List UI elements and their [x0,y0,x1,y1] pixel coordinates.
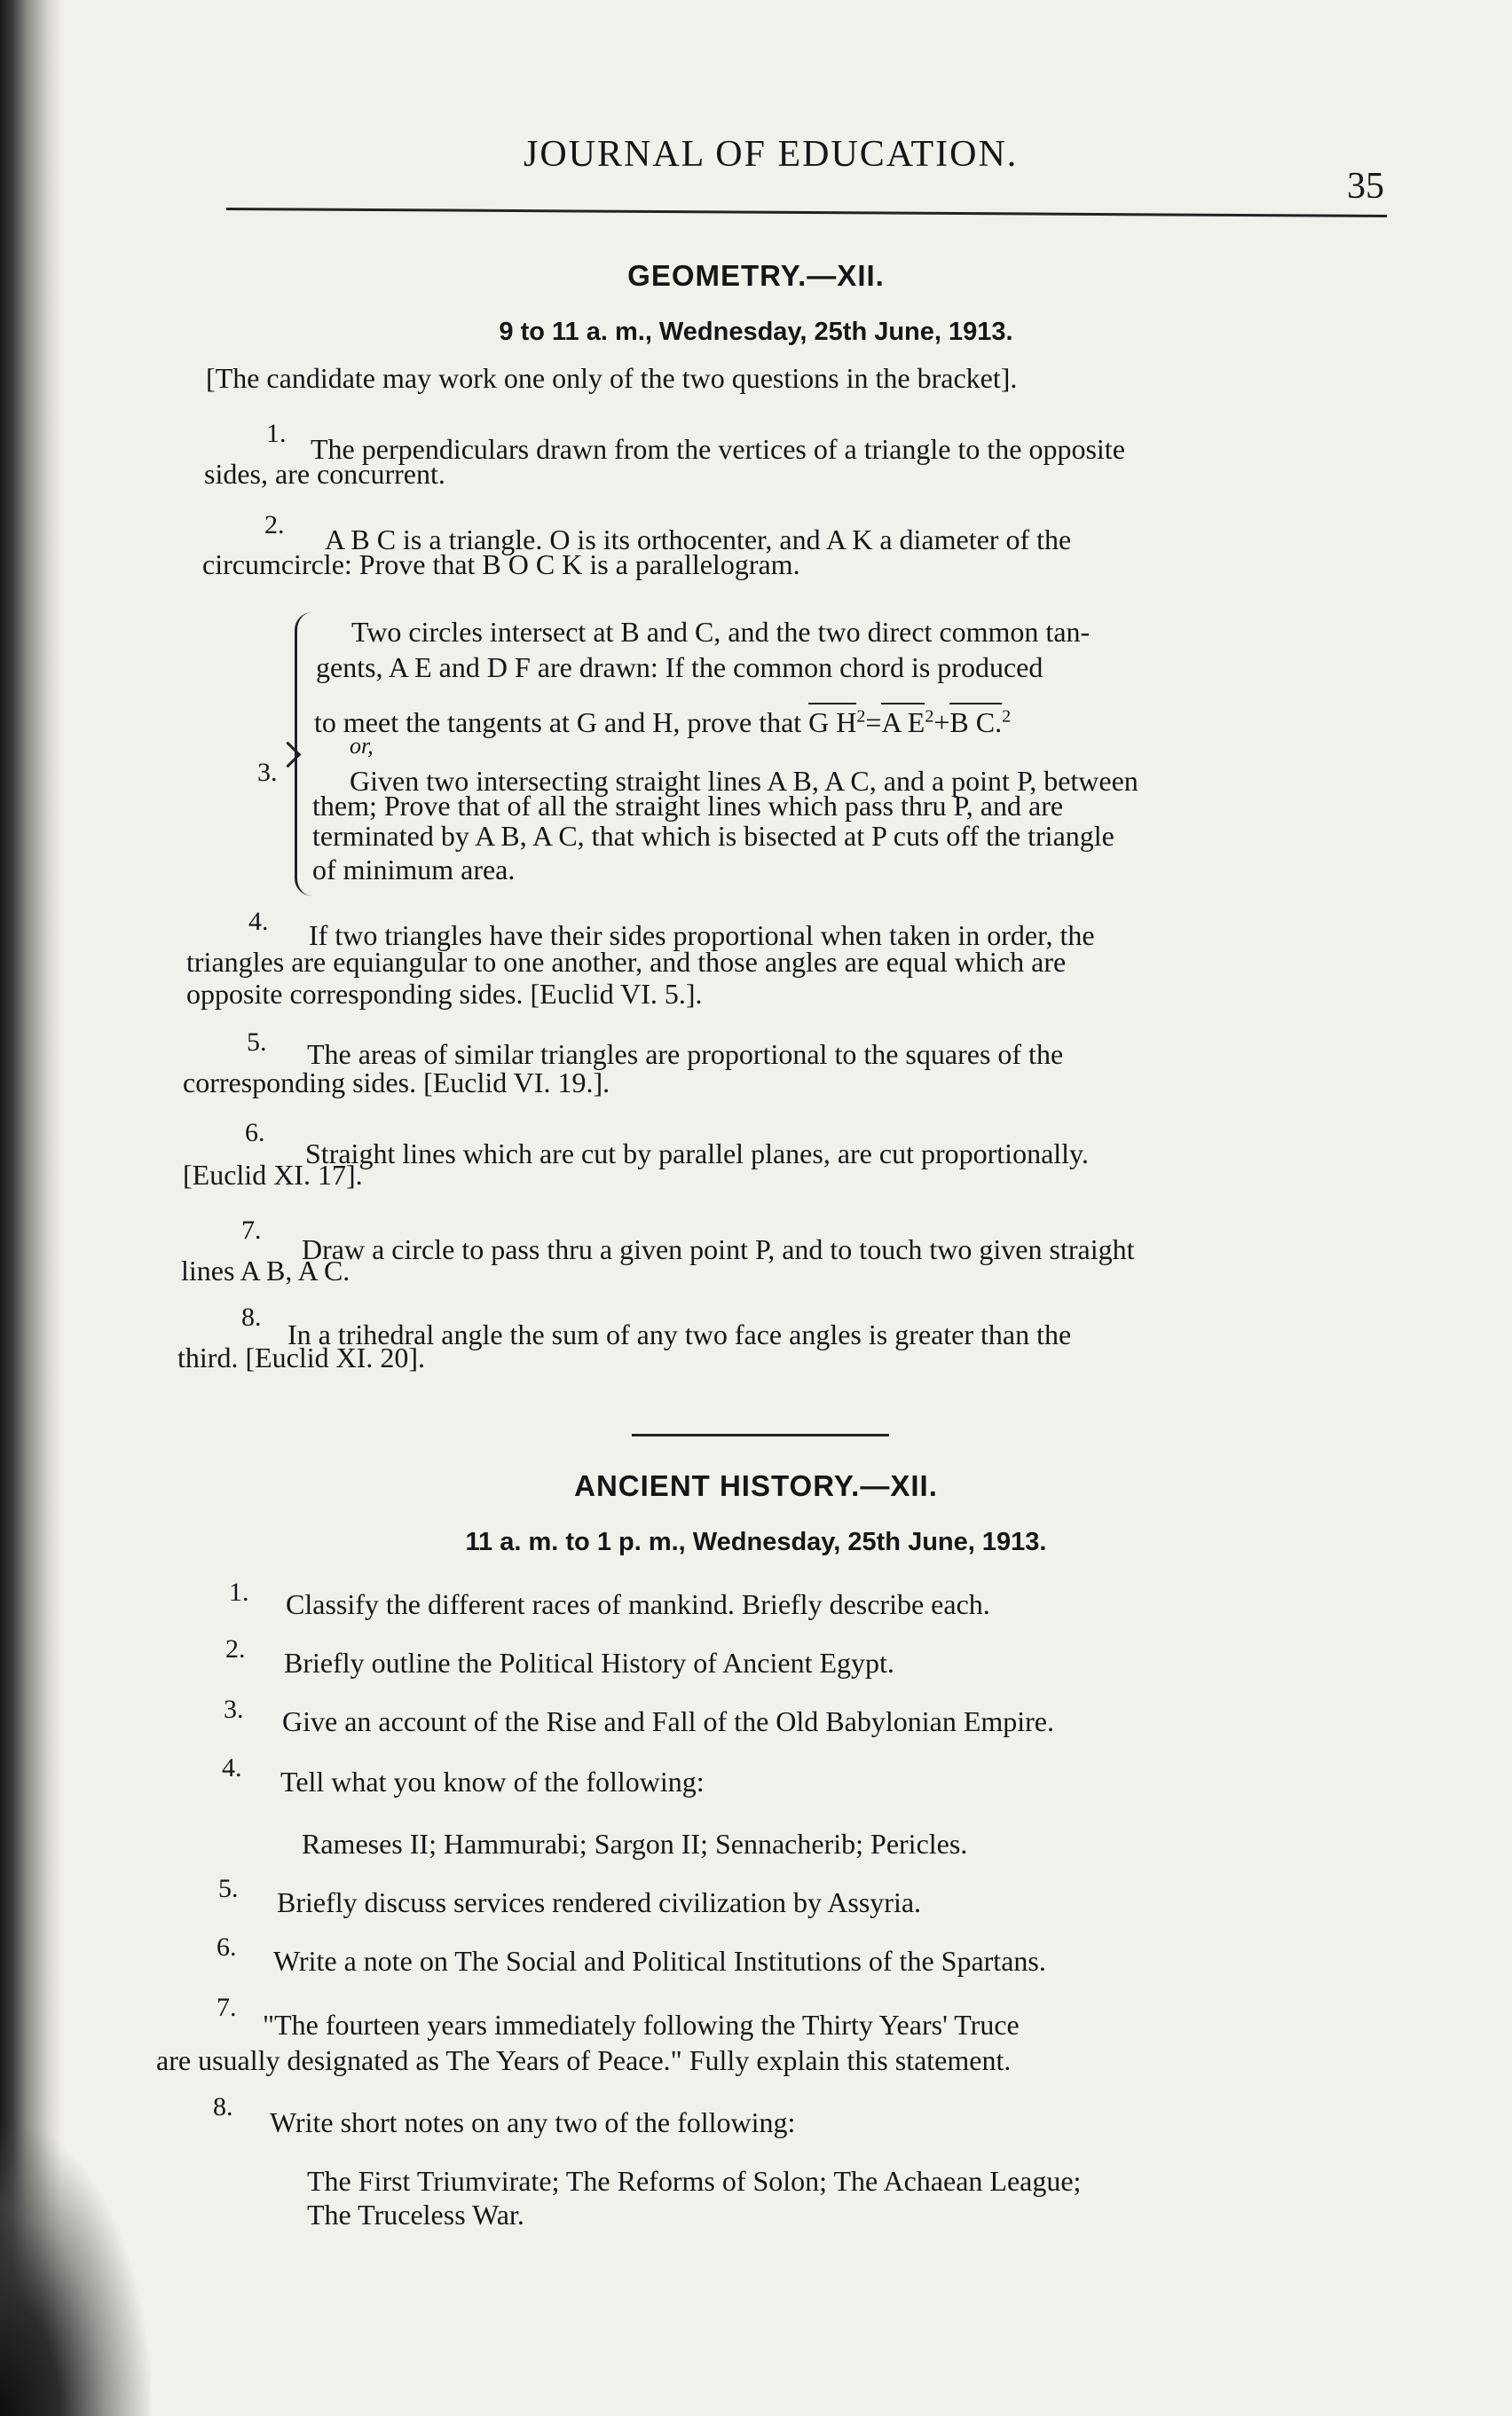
q1-text-line1: The perpendiculars drawn from the vertices of a triangle to the opposite [311,433,1125,465]
geometry-time: 9 to 11 a. m., Wednesday, 25th June, 1913. [499,318,1013,346]
geometry-note: [The candidate may work one only of the two questions in the bracket]. [206,362,1018,394]
q2-text-line1: A B C is a triangle. O is its orthocenter, and A K a diameter of the [325,523,1072,555]
eq-equals: = [865,706,882,738]
h1-text: Classify the different races of mankind. Briefly describe each. [286,1588,990,1620]
q6-text-line1: Straight lines which are cut by parallel planes, are cut proportionally. [305,1137,1089,1169]
q8-text-line1: In a trihedral angle the sum of any two face angles is greater than the [287,1318,1072,1350]
q2-text-line2: circumcircle: Prove that B O C K is a parallelogram. [202,548,800,580]
h7-text-line2: are usually designated as The Years of Peace." Fully explain this statement. [156,2044,1012,2076]
h5-number: 5. [218,1874,239,1903]
q3a-line3 [314,706,1011,739]
page-number: 35 [1347,166,1384,207]
q7-number: 7. [241,1216,262,1245]
q3b-line4: of minimum area. [312,854,516,885]
eq-plus: + [933,706,950,738]
q3b-line2: them; Prove that of all the straight lines which pass thru P, and are [312,790,1064,822]
q8-text-line2: third. [Euclid XI. 20]. [177,1342,426,1373]
q3-or: or, [350,733,374,759]
q3b-line3: terminated by A B, A C, that which is bisected at P cuts off the triangle [312,820,1114,852]
h1-number: 1. [229,1578,249,1607]
h7-number: 7. [217,1993,237,2022]
section-divider [632,1434,889,1436]
q3-number: 3. [257,758,278,787]
history-title: ANCIENT HISTORY.—XII. [574,1469,938,1502]
q4-text-line1: If two triangles have their sides proportional when taken in order, the [309,919,1095,951]
h3-text: Give an account of the Rise and Fall of the Old Babylonian Empire. [282,1705,1054,1737]
h8-items-line1: The First Triumvirate; The Reforms of Solon; The Achaean League; [307,2165,1082,2197]
eq-bc: B C. [949,703,1002,738]
eq-ae: A E [881,703,925,738]
q1-number: 1. [266,419,287,448]
h8-number: 8. [213,2092,233,2121]
h6-number: 6. [217,1932,237,1962]
q6-text-line2: [Euclid XI. 17]. [183,1159,363,1191]
h8-items-line2: The Truceless War. [307,2199,524,2231]
q7-text-line2: lines A B, A C. [181,1255,350,1287]
q8-number: 8. [241,1302,262,1332]
scan-shadow [0,2123,151,2416]
q4-text-line3: opposite corresponding sides. [Euclid VI. 5.]. [186,978,703,1010]
h4-names: Rameses II; Hammurabi; Sargon II; Sennacherib; Pericles. [302,1828,968,1860]
q3a-line3-text: to meet the tangents at G and H, prove that [314,706,802,738]
h6-text: Write a note on The Social and Political Institutions of the Spartans. [273,1945,1046,1977]
q5-number: 5. [247,1027,267,1057]
h5-text: Briefly discuss services rendered civilization by Assyria. [277,1886,922,1918]
q5-text-line1: The areas of similar triangles are proportional to the squares of the [307,1038,1064,1070]
geometry-title: GEOMETRY.—XII. [627,259,885,292]
h2-number: 2. [225,1634,246,1664]
eq-exp-1: 2 [856,706,866,727]
q5-text-line2: corresponding sides. [Euclid VI. 19.]. [183,1066,610,1098]
h4-text: Tell what you know of the following: [280,1766,705,1798]
q6-number: 6. [245,1118,265,1147]
eq-exp-3: 2 [1002,706,1012,727]
header-rule [226,208,1387,217]
h3-number: 3. [224,1695,244,1724]
eq-gh: G H [808,703,856,738]
eq-exp-2: 2 [925,706,934,727]
h4-number: 4. [222,1753,242,1782]
book-spine-shadow [0,0,62,2416]
h8-text: Write short notes on any two of the following: [270,2106,796,2138]
q3b-line1: Given two intersecting straight lines A B, A C, and a point P, between [350,765,1138,797]
h7-text-line1: "The fourteen years immediately following the Thirty Years' Truce [263,2009,1020,2041]
q1-text-line2: sides, are concurrent. [204,458,445,490]
q3a-line1: Two circles intersect at B and C, and the two direct common tan- [351,616,1091,648]
q2-number: 2. [264,510,285,539]
history-time: 11 a. m. to 1 p. m., Wednesday, 25th June, 1913. [465,1528,1047,1556]
q3a-line2: gents, A E and D F are drawn: If the common chord is produced [316,651,1043,683]
journal-title: JOURNAL OF EDUCATION. [524,134,1019,175]
q7-text-line1: Draw a circle to pass thru a given point P, and to touch two given straight [302,1233,1135,1265]
q4-text-line2: triangles are equiangular to one another, and those angles are equal which are [186,946,1067,978]
h2-text: Briefly outline the Political History of Ancient Egypt. [284,1647,894,1679]
q4-number: 4. [248,907,269,936]
